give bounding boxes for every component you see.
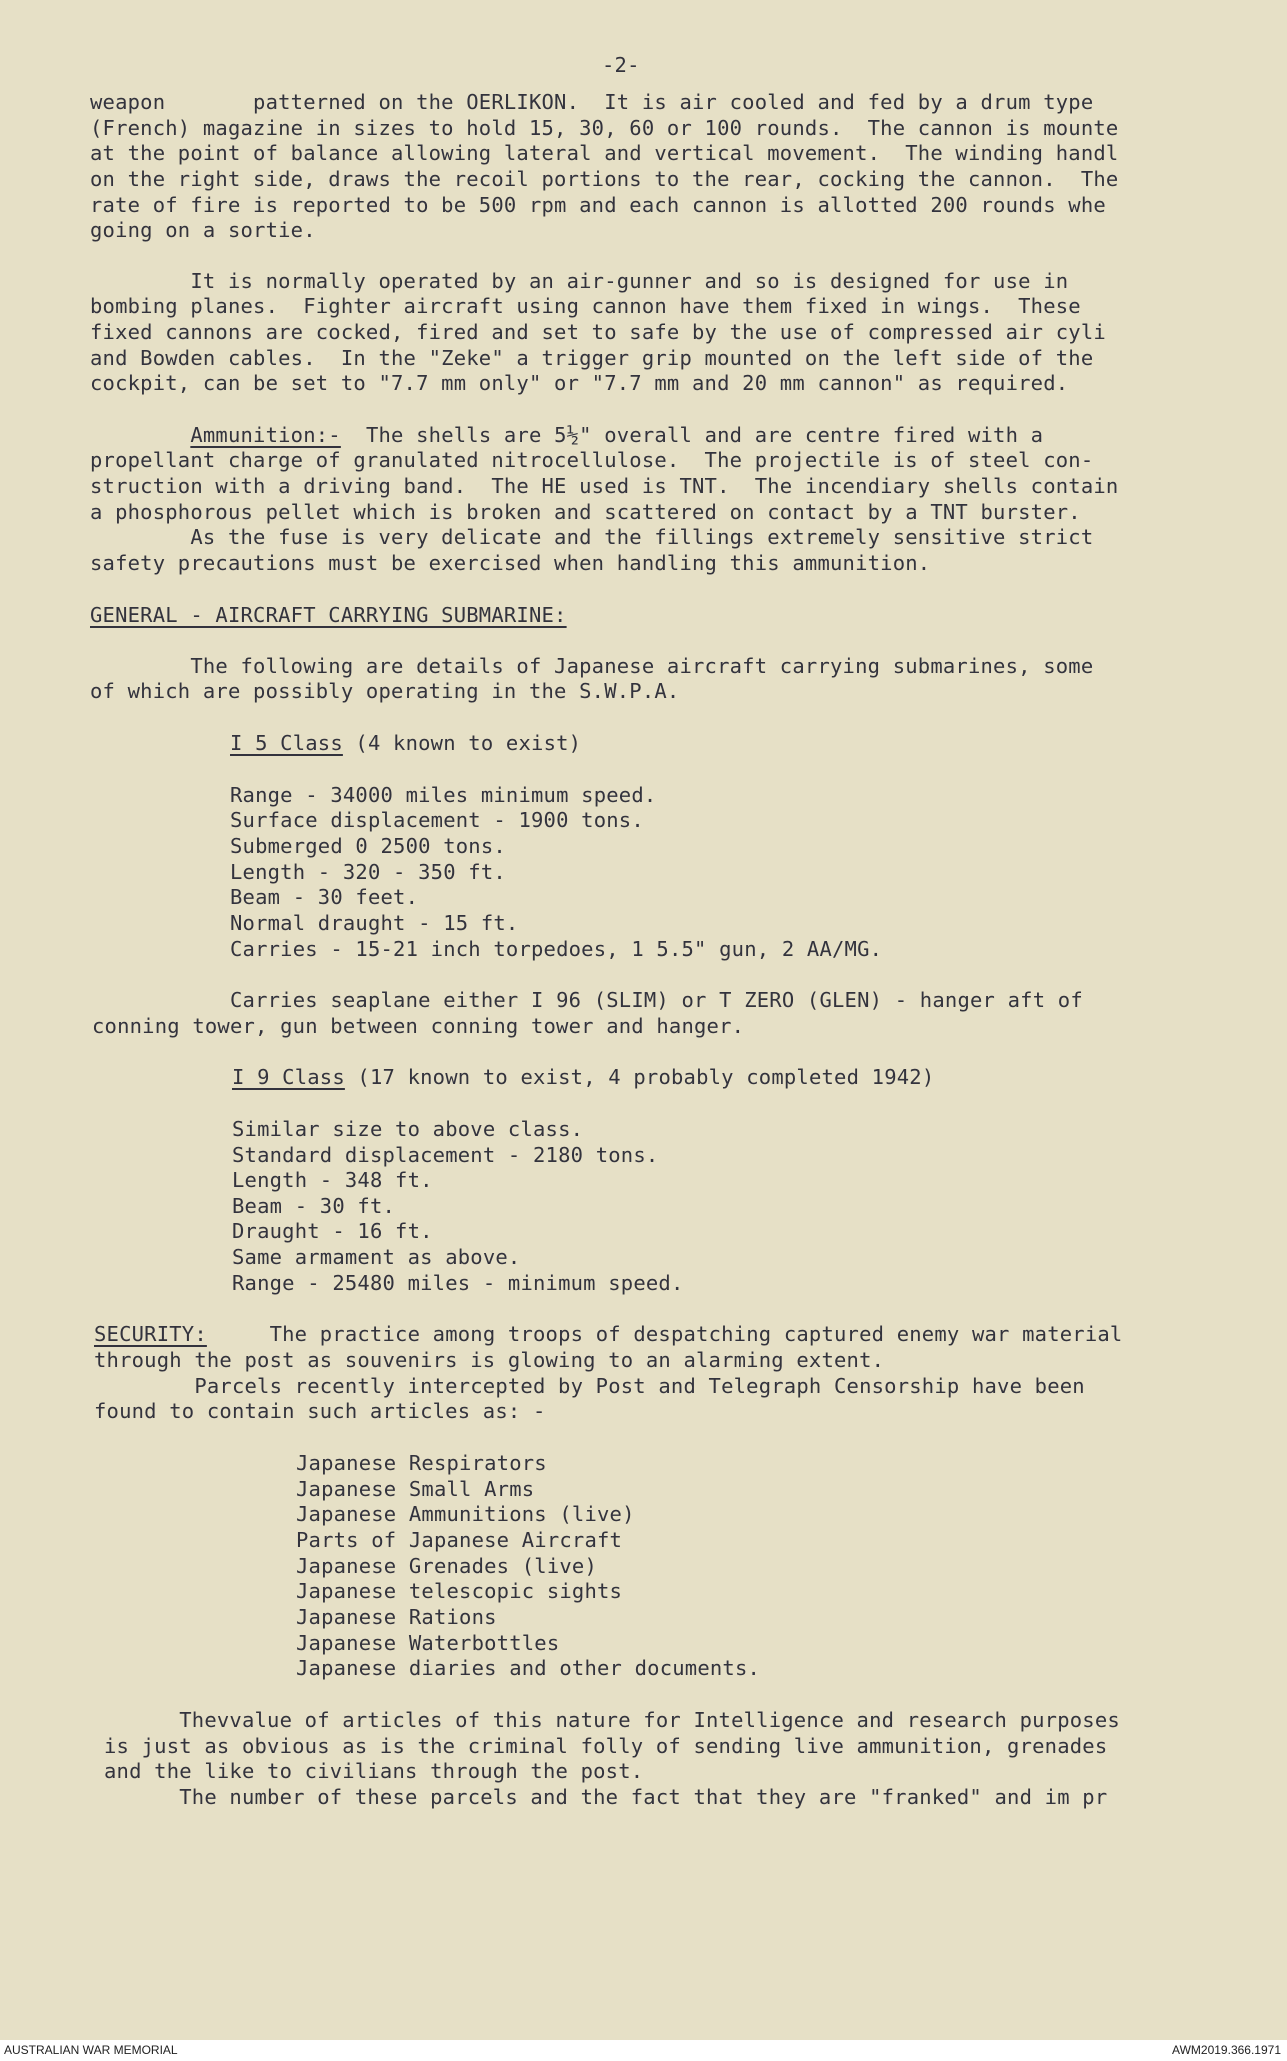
text-line: SECURITY: The practice among troops of despatching captured enemy war material [94,1322,1123,1346]
text-line: Ammunition:- The shells are 5½" overall and are centre fired with a [190,423,1044,447]
text-line: Japanese Waterbottles [296,1631,560,1655]
text-line: Range - 34000 miles minimum speed. [230,783,657,807]
text-line: Japanese diaries and other documents. [296,1656,761,1680]
text-line: propellant charge of granulated nitrocellulose. The projectile is of steel con- [90,448,1094,472]
text-line: and Bowden cables. In the "Zeke" a trigger grip mounted on the left side of the [90,346,1094,370]
text-line: Thevvalue of articles of this nature for Intelligence and research purposes [104,1708,1120,1732]
underlined-heading: SECURITY: [94,1322,207,1346]
text-line: Parcels recently intercepted by Post and Telegraph Censorship have been [94,1374,1085,1398]
text-line: going on a sortie. [90,218,316,242]
text-line: Draught - 16 ft. [232,1219,433,1243]
text-line: The following are details of Japanese aircraft carrying submarines, some [90,654,1094,678]
footer-accession-number: AWM2019.366.1971 [1172,2043,1281,2057]
text-line: rate of fire is reported to be 500 rpm and each cannon is allotted 200 rounds whe [90,193,1106,217]
text-line: Similar size to above class. [232,1117,584,1141]
text-line: Length - 320 - 350 ft. [230,860,506,884]
text-line: Japanese Rations [296,1605,497,1629]
footer-institution: AUSTRALIAN WAR MEMORIAL [4,2043,178,2057]
text-line: safety precautions must be exercised when handling this ammunition. [90,551,931,575]
text-line: (French) magazine in sizes to hold 15, 30, 60 or 100 rounds. The cannon is mounte [90,116,1119,140]
text-line: at the point of balance allowing lateral and vertical movement. The winding handl [90,141,1119,165]
text-line: Japanese Respirators [296,1451,547,1475]
text-line: Japanese Grenades (live) [296,1554,598,1578]
text-line: Carries seaplane either I 96 (SLIM) or T ZERO (GLEN) - hanger aft of [230,988,1083,1012]
underlined-heading: I 9 Class [232,1065,345,1089]
text-line: struction with a driving band. The HE used is TNT. The incendiary shells contain [90,474,1119,498]
text-line: weapon patterned on the OERLIKON. It is air cooled and fed by a drum type [90,90,1094,114]
text-line: Beam - 30 ft. [232,1194,396,1218]
text-line: Beam - 30 feet. [230,885,419,909]
text-line: conning tower, gun between conning tower and hanger. [92,1014,745,1038]
text-line: Carries - 15-21 inch torpedoes, 1 5.5" gun, 2 AA/MG. [230,937,883,961]
underlined-heading: Ammunition:- [190,423,341,447]
text-line: Submerged 0 2500 tons. [230,834,506,858]
text-line: Range - 25480 miles - minimum speed. [232,1271,684,1295]
text-line: fixed cannons are cocked, fired and set to safe by the use of compressed air cyli [90,320,1106,344]
text-line: Japanese Small Arms [296,1477,535,1501]
text-line: As the fuse is very delicate and the fillings extremely sensitive strict [90,525,1094,549]
text-line: on the right side, draws the recoil portions to the rear, cocking the cannon. The [90,167,1119,191]
text-line: I 5 Class (4 known to exist) [230,731,582,755]
text-line: a phosphorous pellet which is broken and scattered on contact by a TNT burster. [90,500,1081,524]
text-line: The number of these parcels and the fact that they are "franked" and im pr [104,1785,1108,1809]
text-line: and the like to civilians through the post. [104,1759,644,1783]
text-line: Same armament as above. [232,1245,521,1269]
page-number: -2- [602,53,640,77]
text-line: bombing planes. Fighter aircraft using cannon have them fixed in wings. These [90,294,1081,318]
archive-footer [0,2040,1287,2061]
text-line: It is normally operated by an air-gunner and so is designed for use in [90,269,1069,293]
text-line: Standard displacement - 2180 tons. [232,1143,659,1167]
text-line: Japanese Ammunitions (live) [296,1502,635,1526]
text-line: found to contain such articles as: - [94,1399,546,1423]
text-line: Surface displacement - 1900 tons. [230,808,644,832]
underlined-heading: I 5 Class [230,731,343,755]
text-line: I 9 Class (17 known to exist, 4 probably completed 1942) [232,1065,935,1089]
underlined-heading: GENERAL - AIRCRAFT CARRYING SUBMARINE: [90,603,567,627]
text-line [90,602,567,628]
text-line: Length - 348 ft. [232,1168,433,1192]
text-line: of which are possibly operating in the S.W.P.A. [90,679,680,703]
text-line: through the post as souvenirs is glowing to an alarming extent. [94,1348,885,1372]
text-line: Japanese telescopic sights [296,1579,623,1603]
text-line: is just as obvious as is the criminal folly of sending live ammunition, grenades [104,1734,1108,1758]
text-line: Normal draught - 15 ft. [230,911,519,935]
text-line: Parts of Japanese Aircraft [296,1528,623,1552]
text-line: cockpit, can be set to "7.7 mm only" or "7.7 mm and 20 mm cannon" as required. [90,371,1069,395]
